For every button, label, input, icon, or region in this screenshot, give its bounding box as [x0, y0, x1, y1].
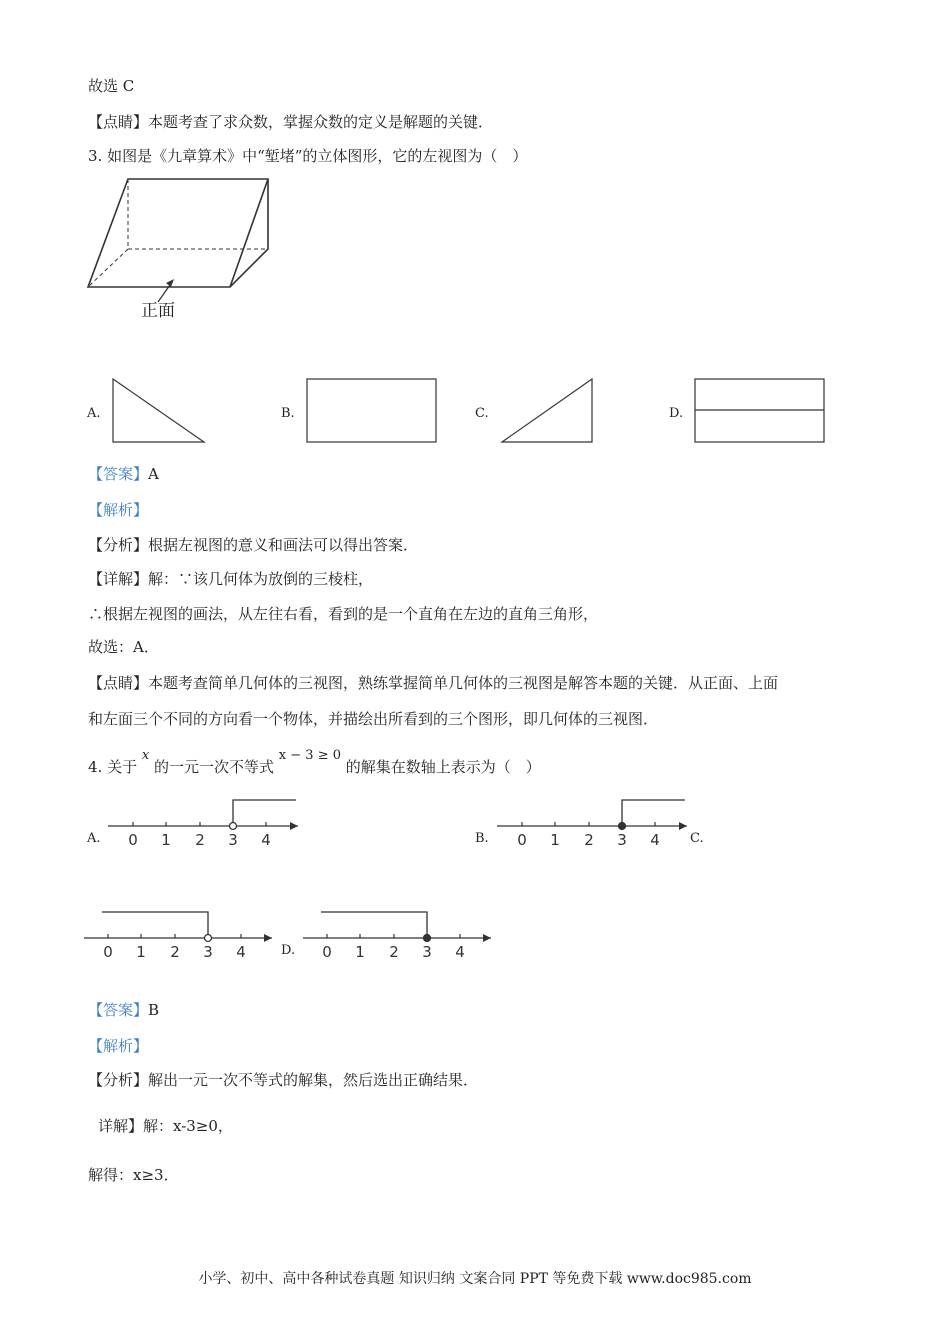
tick-label: 4	[650, 831, 660, 849]
q3-option-d-label: D.	[669, 406, 684, 421]
tick-label: 4	[261, 831, 271, 849]
tick-label: 1	[550, 831, 560, 849]
text-line: 和左面三个不同的方向看一个物体，并描绘出所看到的三个图形，即几何体的三视图．	[88, 710, 659, 728]
q3-option-a-label: A.	[87, 406, 101, 421]
text-line: 故选 C	[88, 77, 135, 95]
tick-label: 3	[422, 943, 432, 961]
answer-value: B	[148, 1001, 160, 1019]
math-inequality: x − 3 ≥ 0	[278, 748, 341, 763]
answer-tag: 【答案】	[88, 1001, 149, 1019]
tick-label: 0	[322, 943, 332, 961]
q4-option-b-number-line	[497, 798, 689, 850]
tick-label: 2	[584, 831, 594, 849]
analysis-tag: 【解析】	[88, 1037, 149, 1055]
question-4-prefix: 4. 关于	[88, 758, 138, 776]
text-line: 【点睛】本题考查简单几何体的三视图，熟练掌握简单几何体的三视图是解答本题的关键．从正面、上面	[88, 674, 779, 692]
tick-label: 1	[355, 943, 365, 961]
analysis-tag: 【解析】	[88, 501, 149, 519]
text-line: 解得：x≥3．	[88, 1166, 179, 1184]
tick-label: 1	[136, 943, 146, 961]
prism-figure	[86, 176, 286, 326]
answer-value: A	[148, 465, 159, 483]
q4-option-c-label: C.	[690, 831, 704, 846]
q3-option-c-triangle	[501, 378, 595, 444]
question-3: 3. 如图是《九章算术》中“堑堵”的立体图形，它的左视图为（ ）	[88, 147, 528, 165]
q3-option-b-rectangle	[306, 378, 438, 444]
answer-line	[88, 464, 159, 484]
question-4-suffix: 的解集在数轴上表示为（ ）	[345, 758, 541, 776]
text-line: ∴根据左视图的画法，从左往右看，看到的是一个直角在左边的直角三角形，	[88, 605, 599, 623]
tick-label: 0	[103, 943, 113, 961]
text-line: 【点睛】本题考查了求众数，掌握众数的定义是解题的关键．	[88, 113, 494, 131]
q4-option-c-number-line	[84, 910, 276, 962]
tick-label: 2	[195, 831, 205, 849]
tick-label: 4	[455, 943, 465, 961]
tick-label: 3	[203, 943, 213, 961]
math-variable: x	[141, 748, 150, 763]
tick-label: 3	[617, 831, 627, 849]
q4-option-a-number-line	[108, 798, 300, 850]
tick-label: 3	[228, 831, 238, 849]
tick-label: 0	[517, 831, 527, 849]
text-line: 故选：A．	[88, 638, 159, 656]
front-label: 正面	[141, 301, 175, 321]
tick-label: 1	[161, 831, 171, 849]
tick-label: 2	[389, 943, 399, 961]
q4-option-a-label: A.	[87, 831, 101, 846]
text-line: 【分析】解出一元一次不等式的解集，然后选出正确结果．	[88, 1071, 479, 1089]
q4-option-d-label: D.	[281, 943, 296, 958]
tick-label: 2	[170, 943, 180, 961]
question-4	[88, 748, 541, 779]
q4-option-b-label: B.	[475, 831, 489, 846]
q3-option-a-triangle	[112, 378, 206, 444]
text-line: 【详解】解：∵该几何体为放倒的三棱柱，	[88, 570, 374, 588]
page-footer: 小学、初中、高中各种试卷真题 知识归纳 文案合同 PPT 等免费下载 www.doc985.com	[198, 1271, 752, 1287]
text-line: 【分析】根据左视图的意义和画法可以得出答案．	[88, 536, 419, 554]
q3-option-c-label: C.	[475, 406, 489, 421]
tick-label: 4	[236, 943, 246, 961]
q4-option-d-number-line	[303, 910, 495, 962]
text-line: 详解】解：x-3≥0，	[98, 1117, 233, 1135]
answer-tag: 【答案】	[88, 465, 149, 483]
q3-option-d-rectangle	[694, 378, 826, 444]
question-4-mid: 的一元一次不等式	[154, 758, 275, 776]
q3-option-b-label: B.	[281, 406, 295, 421]
answer-line	[88, 1000, 159, 1020]
tick-label: 0	[128, 831, 138, 849]
